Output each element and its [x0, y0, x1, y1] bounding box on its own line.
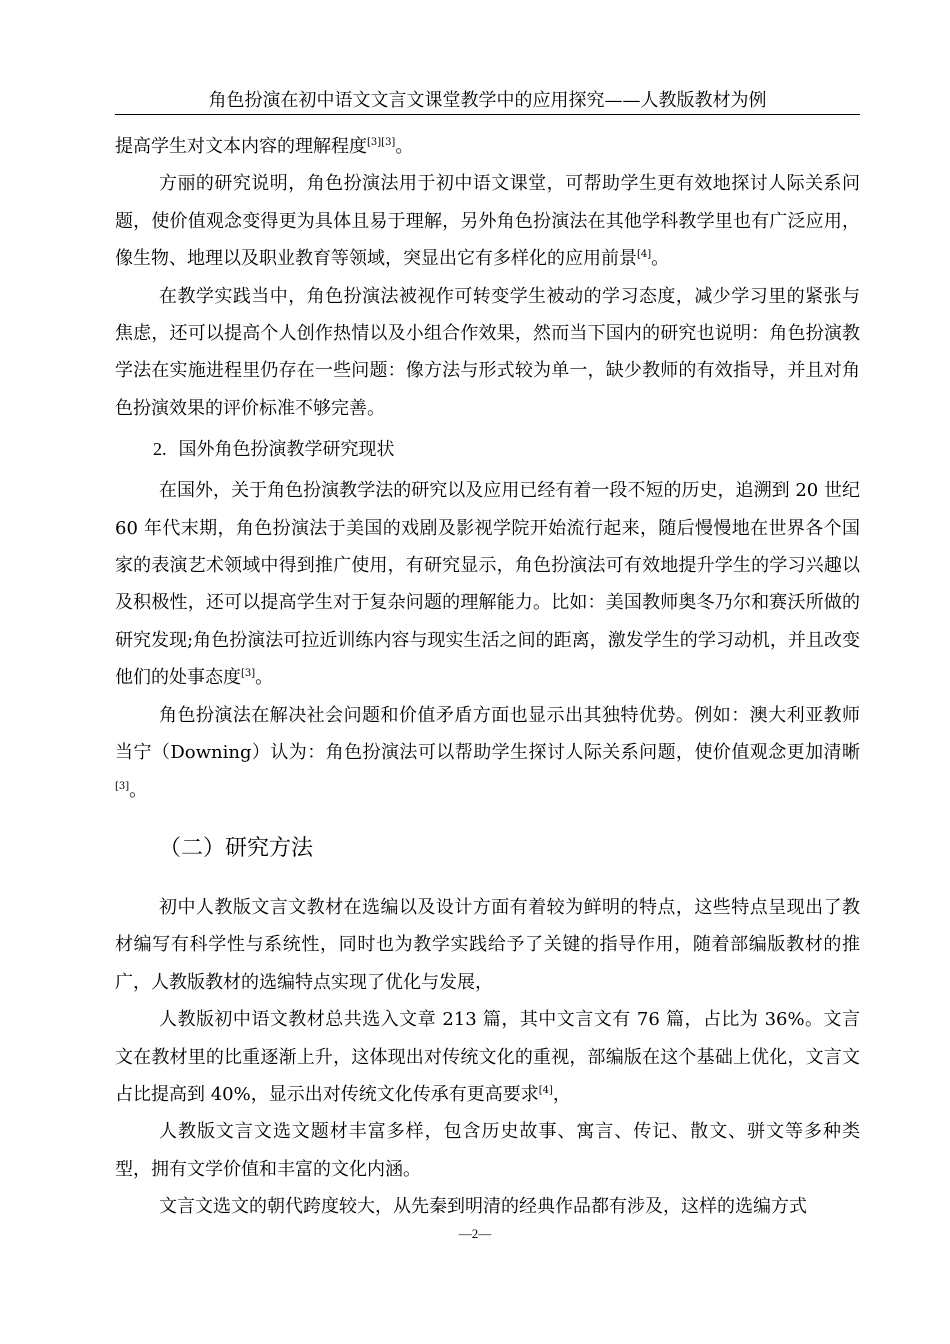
- paragraph: 在教学实践当中，角色扮演法被视作可转变学生被动的学习态度，减少学习里的紧张与焦虑，还可以提高个人创作热情以及小组合作效果，然而当下国内的研究也说明：角色扮演教学法在实施进程里仍存在一些问题：像方法与形式较为单一，缺少教师的有效指导，并且对角色扮演效果的评价标准不够完善。: [115, 285, 860, 419]
- paragraph: 在国外，关于角色扮演教学法的研究以及应用已经有着一段不短的历史，追溯到 20 世纪 60 年代末期，角色扮演法于美国的戏剧及影视学院开始流行起来，随后慢慢地在世界各个国家的表演艺术领域中得到推广使用，有研究显示，角色扮演法可有效地提升学生的学习兴趣以及积极性，还可以提高学生对于复杂问题的理解能力。比如：美国教师奥冬乃尔和赛沃所做的研究发现;角色扮演法可拉近训练内容与现实生活之间的距离，激发学生的学习动机，并且改变他们的处事态度[3]。: [115, 480, 860, 689]
- citation: [3]: [115, 780, 130, 792]
- page-number: —2—: [458, 1226, 492, 1241]
- paragraph: 提高学生对文本内容的理解程度[3][3]。: [115, 136, 414, 157]
- citation: [4]: [538, 1084, 553, 1096]
- paragraph: 人教版初中语文教材总共选入文章 213 篇，其中文言文有 76 篇，占比为 36%。文言文在教材里的比重逐渐上升，这体现出对传统文化的重视，部编版在这个基础上优化，文言文占比提高到 40%，显示出对传统文化传承有更高要求[4]，: [115, 1009, 860, 1105]
- subheading-number: 2.: [153, 439, 167, 460]
- document-body: [115, 128, 860, 1226]
- running-header: [115, 88, 860, 115]
- section-heading: （二）研究方法: [159, 835, 314, 861]
- paragraph: 角色扮演法在解决社会问题和价值矛盾方面也显示出其独特优势。例如：澳大利亚教师当宁（Downing）认为：角色扮演法可以帮助学生探讨人际关系问题，使价值观念更加清晰[3]。: [115, 704, 860, 801]
- citation: [4]: [637, 249, 652, 261]
- citation: [3][3]: [367, 137, 396, 148]
- paragraph: 初中人教版文言文教材在选编以及设计方面有着较为鲜明的特点，这些特点呈现出了教材编写有科学性与系统性，同时也为教学实践给予了关键的指导作用，随着部编版教材的推广，人教版教材的选编特点实现了优化与发展，: [115, 896, 860, 993]
- header-title: 角色扮演在初中语文文言文课堂教学中的应用探究——人教版教材为例: [208, 90, 767, 111]
- paragraph: 人教版文言文选文题材丰富多样，包含历史故事、寓言、传记、散文、骈文等多种类型，拥有文学价值和丰富的文化内涵。: [115, 1121, 860, 1180]
- subheading-title: 国外角色扮演教学研究现状: [178, 439, 395, 461]
- paragraph: 方丽的研究说明，角色扮演法用于初中语文课堂，可帮助学生更有效地探讨人际关系问题，使价值观念变得更为具体且易于理解，另外角色扮演法在其他学科教学里也有广泛应用，像生物、地理以及职业教育等领域，突显出它有多样化的应用前景[4]。: [115, 173, 860, 270]
- paragraph: 文言文选文的朝代跨度较大，从先秦到明清的经典作品都有涉及，这样的选编方式: [159, 1196, 807, 1218]
- subheading: [115, 429, 860, 470]
- citation: [3]: [241, 668, 256, 680]
